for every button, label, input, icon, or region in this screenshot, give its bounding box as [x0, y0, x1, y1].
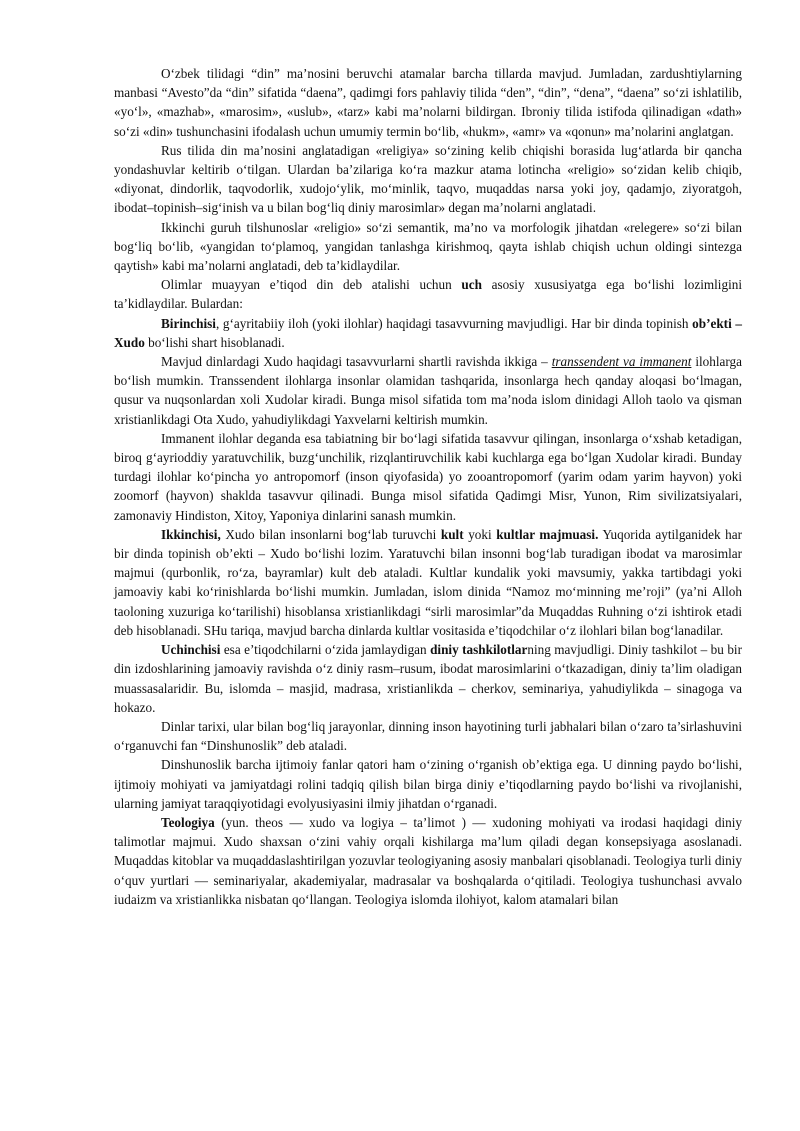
paragraph — [114, 525, 742, 640]
paragraph — [114, 141, 742, 218]
text-run: bo‘lishi shart hisoblanadi. — [144, 334, 285, 350]
text-run: Ikkinchi guruh tilshunoslar «religio» so‘zi semantik, ma’no va morfologik jihatdan «relegere» so‘zi bilan bog‘liq bo‘lib, «yangidan to‘plamoq, yangidan tanlashga kirishmoq, qayta ishlab chiqish uchun oldingi sintezga qaytish» kabi ma’nolarni anglatadi, deb ta’kidlaydilar. — [114, 219, 742, 274]
text-run: Xudo bilan insonlarni bog‘lab turuvchi — [220, 526, 441, 542]
paragraph — [114, 275, 742, 313]
text-run: asosiy xususiyatga ega bo‘lishi lozimligini ta’kidlaydilar. Bulardan: — [114, 277, 742, 312]
bold-term: Uchinchisi — [161, 642, 221, 658]
paragraph — [114, 755, 742, 813]
text-run: , g‘ayritabiiy iloh (yoki ilohlar) haqidagi tasavvurning mavjudligi. Har bir dinda topinish — [215, 315, 693, 331]
text-run: Dinlar tarixi, ular bilan bog‘liq jarayonlar, dinning inson hayotining turli jabhalari bilan o‘zaro ta’sirlashuvini o‘rganuvchi fan “Dinshunoslik” deb ataladi. — [114, 718, 742, 754]
text-run: (yun. theos — xudo va logiya – ta’limot ) — xudoning mohiyati va irodasi haqidagi diniy talimotlar majmui. Xudo shaxsan o‘zini vahiy orqali kishilarga ma’lum qiladi degan konsepsiyaga asoslanadi. Muqaddas kitoblar va muqaddaslashtirilgan yozuvlar teologiyaning asosiy manbalari qisoblanadi. Teologiya turli diniy o‘quv yurtlari — seminariyalar, akademiyalar, madrasalar va boshqalarda o‘qitiladi. Teologiya tushunchasi avvalo iudaizm va xristianlikka nisbatan qo‘llangan. Teologiya islomda ilohiyot, kalom atamalari bilan — [114, 814, 742, 907]
text-run: yoki — [463, 526, 497, 542]
paragraph — [114, 640, 742, 717]
text-run: ning mavjudligi. Diniy tashkilot – bu bir din izdoshlarining jamoaviy ravishda o‘z diniy rasm–rusum, ibodat marosimlarini o‘tkazadigan, diniy ta’lim oladigan muassasalaridir. Bu, islomda – masjid, madrasa, xristianlikda – cherkov, seminariya, yahudiylikda – sinagoga va hokazo. — [114, 642, 742, 715]
text-run: esa e’tiqodchilarni o‘zida jamlaydigan — [220, 642, 431, 658]
bold-term: Ikkinchisi, — [161, 526, 221, 542]
bold-term: kultlar majmuasi. — [496, 526, 599, 542]
text-run: Rus tilida din ma’nosini anglatadigan «religiya» so‘zining kelib chiqishi borasida lug‘atlarda bir qancha yondashuvlar keltirib o‘tilgan. Ulardan ba’zilariga ko‘ra mazkur atama lotincha «religio» so‘zidan kelib chiqib, «diyonat, dindorlik, taqvodorlik, xudojo‘ylik, mo‘minlik, taqvo, muqaddas narsa yoki joy, qadamjo, ziyoratgoh, ibodat–topinish–sig‘inish va u bilan bog‘liq diniy marosimlar» degan ma’nolarni anglatadi. — [114, 142, 742, 216]
bold-term: kult — [440, 526, 464, 542]
bold-term: ob’ekti – Xudo — [114, 315, 742, 350]
bold-term: Birinchisi — [161, 315, 216, 331]
text-run: Mavjud dinlardagi Xudo haqidagi tasavvurlarni shartli ravishda ikkiga – — [161, 354, 552, 370]
paragraph — [114, 429, 742, 525]
document-page — [114, 64, 742, 909]
text-run: Olimlar muayyan e’tiqod din deb atalishi uchun — [161, 277, 462, 293]
paragraph — [114, 314, 742, 352]
text-run: O‘zbek tilidagi “din” ma’nosini beruvchi atamalar barcha tillarda mavjud. Jumladan, zardushtiylarning manbasi “Avesto”da “din” sifatida “daena”, qadimgi fors pahlaviy tilida “den”, “din”, “dena”, “daena” so‘zi ishlatilib, «yo‘l», «mazhab», «marosim», «uslub», «tarz» kabi ma’nolarni bildirgan. Ibroniy tilida istifoda qilinadigan «dath» so‘zi «din» tushunchasini ifodalash uchun umumiy termin bo‘lib, «hukm», «amr» va «qonun» ma’nolarini anglatgan. — [114, 66, 742, 139]
paragraph — [114, 813, 742, 909]
paragraph — [114, 64, 742, 141]
text-run: Dinshunoslik barcha ijtimoiy fanlar qatori ham o‘zining o‘rganish ob’ektiga ega. U dinning paydo bo‘lishi, ijtimoiy mohiyati va jamiyatdagi rolini tadqiq qilish bilan birga diniy e’tiqodlarning paydo bo‘lishi va rivojlanishi, ularning jamiyat taraqqiyotidagi evolyusiyasini ilmiy jihatdan o‘rganadi. — [114, 757, 742, 811]
paragraph — [114, 218, 742, 276]
text-run: ilohlarga bo‘lish mumkin. Transsendent ilohlarga insonlar olamidan tashqarida, insonlarga hech qanday aloqasi bo‘lmagan, qusur va nuqsonlardan xoli Xudolar kiradi. Bunga misol sifatida tom ma’noda islom dinidagi Alloh taolo va qisman xristianlikdagi Ota Xudo, yahudiylikdagi Yaxvelarni keltirish mumkin. — [114, 354, 742, 427]
paragraph — [114, 717, 742, 755]
bold-term: uch — [461, 277, 482, 293]
text-run: Immanent ilohlar deganda esa tabiatning bir bo‘lagi sifatida tasavvur qilingan, insonlarga o‘xshab ketadigan, biroq g‘ayrioddiy yaratuvchilik, buzg‘unchilik, rizqlantiruvchilik kabi kuchlarga ega bo‘lgan Xudolar kiradi. Bunday turdagi ilohlar ko‘pincha yo antropomorf (inson qiyofasida) yo zooantropomorf (yarim odam yarim hayvon) yoki zoomorf (hayvon) shaklda tasavvur qilinadi. Bunga misol sifatida Qadimgi Misr, Yunon, Rim sivilizatsiyalari, zamonaviy Hindiston, Xitoy, Yaponiya dinlarini sanash mumkin. — [114, 430, 742, 523]
text-run: Yuqorida aytilganidek har bir dinda topinish ob’ekti – Xudo bo‘lishi lozim. Yaratuvchi bilan insonni bog‘lab turadigan ibodat va marosimlar majmui (qurbonlik, ro‘za, bayramlar) kult deb ataladi. Kultlar kundalik yoki mavsumiy, yakka tartibdagi yoki jamoaviy kabi ko‘rinishlarda bo‘lishi mumkin. Jumladan, islom dinida “Namoz mo‘minning me’roji” (ya’ni Alloh taoloning xuzuriga ko‘tarilishi) hisoblansa xristianlikdagi “sirli marosimlar”da Muqaddas Ruhning o‘zi ishtirok etadi deb hisoblanadi. SHu tariqa, mavjud barcha dinlarda kultlar vositasida e’tiqodchilar o‘z ilohlari bilan bog‘lanadilar. — [114, 526, 742, 638]
bold-term: Teologiya — [161, 814, 215, 830]
bold-term: diniy tashkilotlar — [430, 642, 528, 658]
underlined-term: transsendent va immanent — [551, 354, 692, 370]
paragraph — [114, 352, 742, 429]
